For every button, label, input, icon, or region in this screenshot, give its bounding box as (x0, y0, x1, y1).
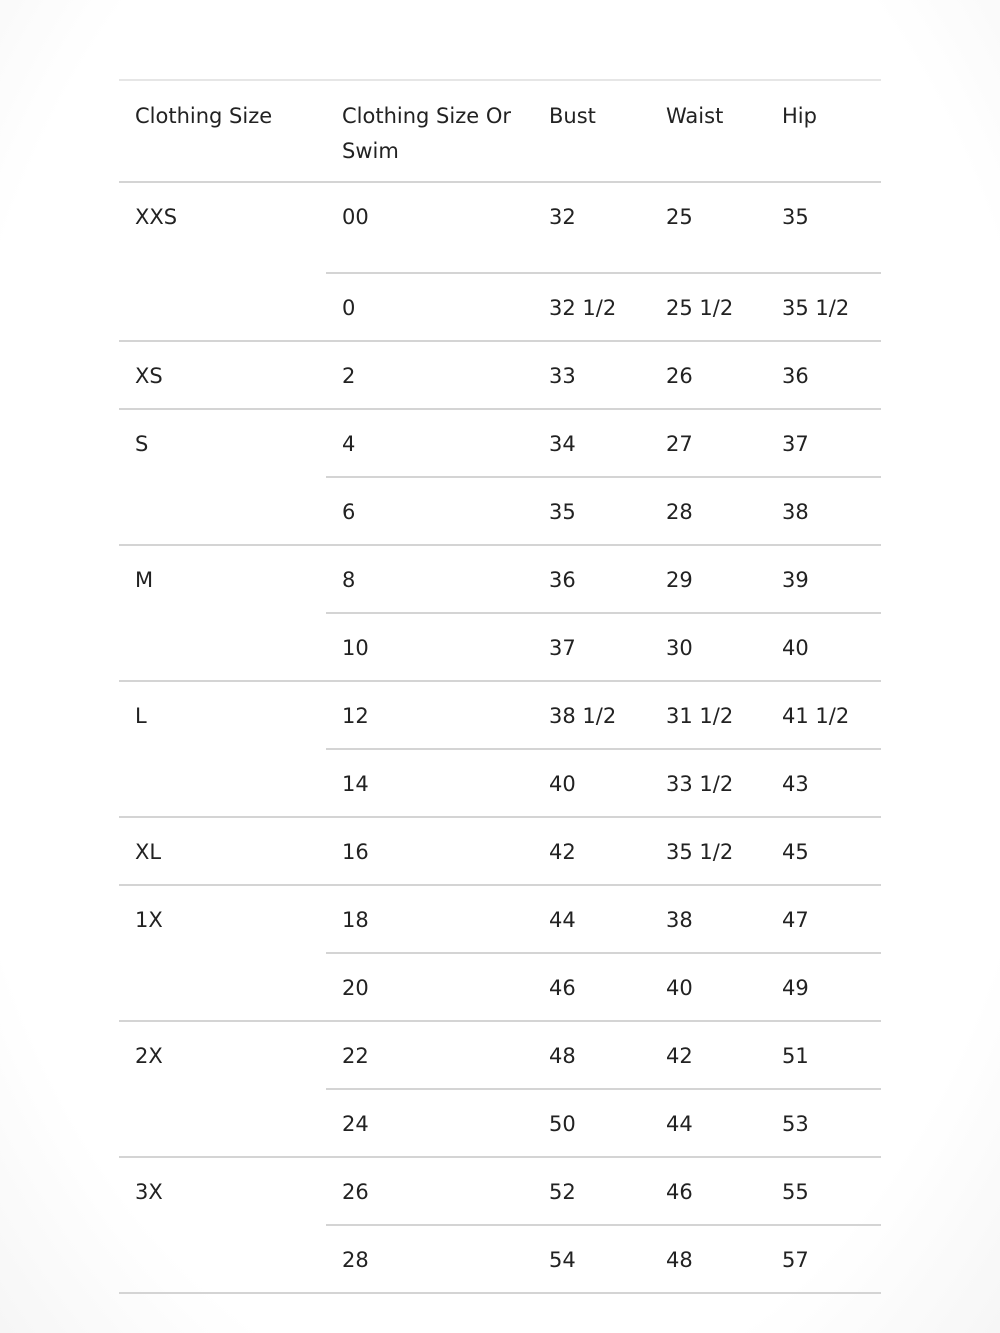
header-waist: Waist (650, 80, 766, 182)
header-clothing-size-or-swim: Clothing Size Or Swim (326, 80, 533, 182)
waist-cell: 30 (650, 613, 766, 681)
hip-cell: 47 (766, 885, 881, 953)
hip-cell: 38 (766, 477, 881, 545)
header-clothing-size: Clothing Size (119, 80, 326, 182)
hip-cell: 43 (766, 749, 881, 817)
size-label-cell: L (119, 681, 326, 817)
waist-cell: 27 (650, 409, 766, 477)
size-label-cell: 1X (119, 885, 326, 1021)
size-label-cell: XL (119, 817, 326, 885)
size-label-cell: 2X (119, 1021, 326, 1157)
waist-cell: 33 1/2 (650, 749, 766, 817)
numeric-size-cell: 16 (326, 817, 533, 885)
numeric-size-cell: 8 (326, 545, 533, 613)
table-row (119, 409, 881, 477)
waist-cell: 38 (650, 885, 766, 953)
bust-cell: 36 (533, 545, 650, 613)
waist-cell: 40 (650, 953, 766, 1021)
waist-cell: 44 (650, 1089, 766, 1157)
header-bust: Bust (533, 80, 650, 182)
waist-cell: 26 (650, 341, 766, 409)
bust-cell: 44 (533, 885, 650, 953)
numeric-size-cell: 18 (326, 885, 533, 953)
waist-cell: 28 (650, 477, 766, 545)
hip-cell: 57 (766, 1225, 881, 1293)
table-row (119, 681, 881, 749)
hip-cell: 41 1/2 (766, 681, 881, 749)
hip-cell: 51 (766, 1021, 881, 1089)
numeric-size-cell: 00 (326, 182, 533, 273)
waist-cell: 46 (650, 1157, 766, 1225)
table-body (119, 182, 881, 1293)
waist-cell: 42 (650, 1021, 766, 1089)
waist-cell: 31 1/2 (650, 681, 766, 749)
table-row (119, 885, 881, 953)
waist-cell: 29 (650, 545, 766, 613)
bust-cell: 50 (533, 1089, 650, 1157)
numeric-size-cell: 12 (326, 681, 533, 749)
bust-cell: 40 (533, 749, 650, 817)
bust-cell: 32 (533, 182, 650, 273)
numeric-size-cell: 22 (326, 1021, 533, 1089)
numeric-size-cell: 4 (326, 409, 533, 477)
numeric-size-cell: 20 (326, 953, 533, 1021)
size-label-cell: S (119, 409, 326, 545)
bust-cell: 38 1/2 (533, 681, 650, 749)
hip-cell: 35 1/2 (766, 273, 881, 341)
size-label-cell: XS (119, 341, 326, 409)
numeric-size-cell: 2 (326, 341, 533, 409)
table-row (119, 341, 881, 409)
table-row (119, 1157, 881, 1225)
numeric-size-cell: 10 (326, 613, 533, 681)
bust-cell: 54 (533, 1225, 650, 1293)
table-header (119, 80, 881, 182)
bust-cell: 35 (533, 477, 650, 545)
hip-cell: 55 (766, 1157, 881, 1225)
bust-cell: 34 (533, 409, 650, 477)
hip-cell: 36 (766, 341, 881, 409)
numeric-size-cell: 6 (326, 477, 533, 545)
bust-cell: 42 (533, 817, 650, 885)
header-hip: Hip (766, 80, 881, 182)
header-row (119, 80, 881, 182)
hip-cell: 49 (766, 953, 881, 1021)
bust-cell: 37 (533, 613, 650, 681)
size-label-cell: M (119, 545, 326, 681)
waist-cell: 25 1/2 (650, 273, 766, 341)
hip-cell: 40 (766, 613, 881, 681)
waist-cell: 25 (650, 182, 766, 273)
table-row (119, 545, 881, 613)
waist-cell: 35 1/2 (650, 817, 766, 885)
bust-cell: 52 (533, 1157, 650, 1225)
hip-cell: 45 (766, 817, 881, 885)
numeric-size-cell: 24 (326, 1089, 533, 1157)
size-chart-table (119, 79, 881, 1294)
hip-cell: 39 (766, 545, 881, 613)
numeric-size-cell: 14 (326, 749, 533, 817)
table-row (119, 817, 881, 885)
size-label-cell: 3X (119, 1157, 326, 1293)
table-row (119, 182, 881, 273)
bust-cell: 46 (533, 953, 650, 1021)
numeric-size-cell: 0 (326, 273, 533, 341)
bust-cell: 48 (533, 1021, 650, 1089)
hip-cell: 35 (766, 182, 881, 273)
numeric-size-cell: 26 (326, 1157, 533, 1225)
hip-cell: 37 (766, 409, 881, 477)
waist-cell: 48 (650, 1225, 766, 1293)
size-label-cell: XXS (119, 182, 326, 341)
bust-cell: 32 1/2 (533, 273, 650, 341)
hip-cell: 53 (766, 1089, 881, 1157)
bust-cell: 33 (533, 341, 650, 409)
numeric-size-cell: 28 (326, 1225, 533, 1293)
table-row (119, 1021, 881, 1089)
